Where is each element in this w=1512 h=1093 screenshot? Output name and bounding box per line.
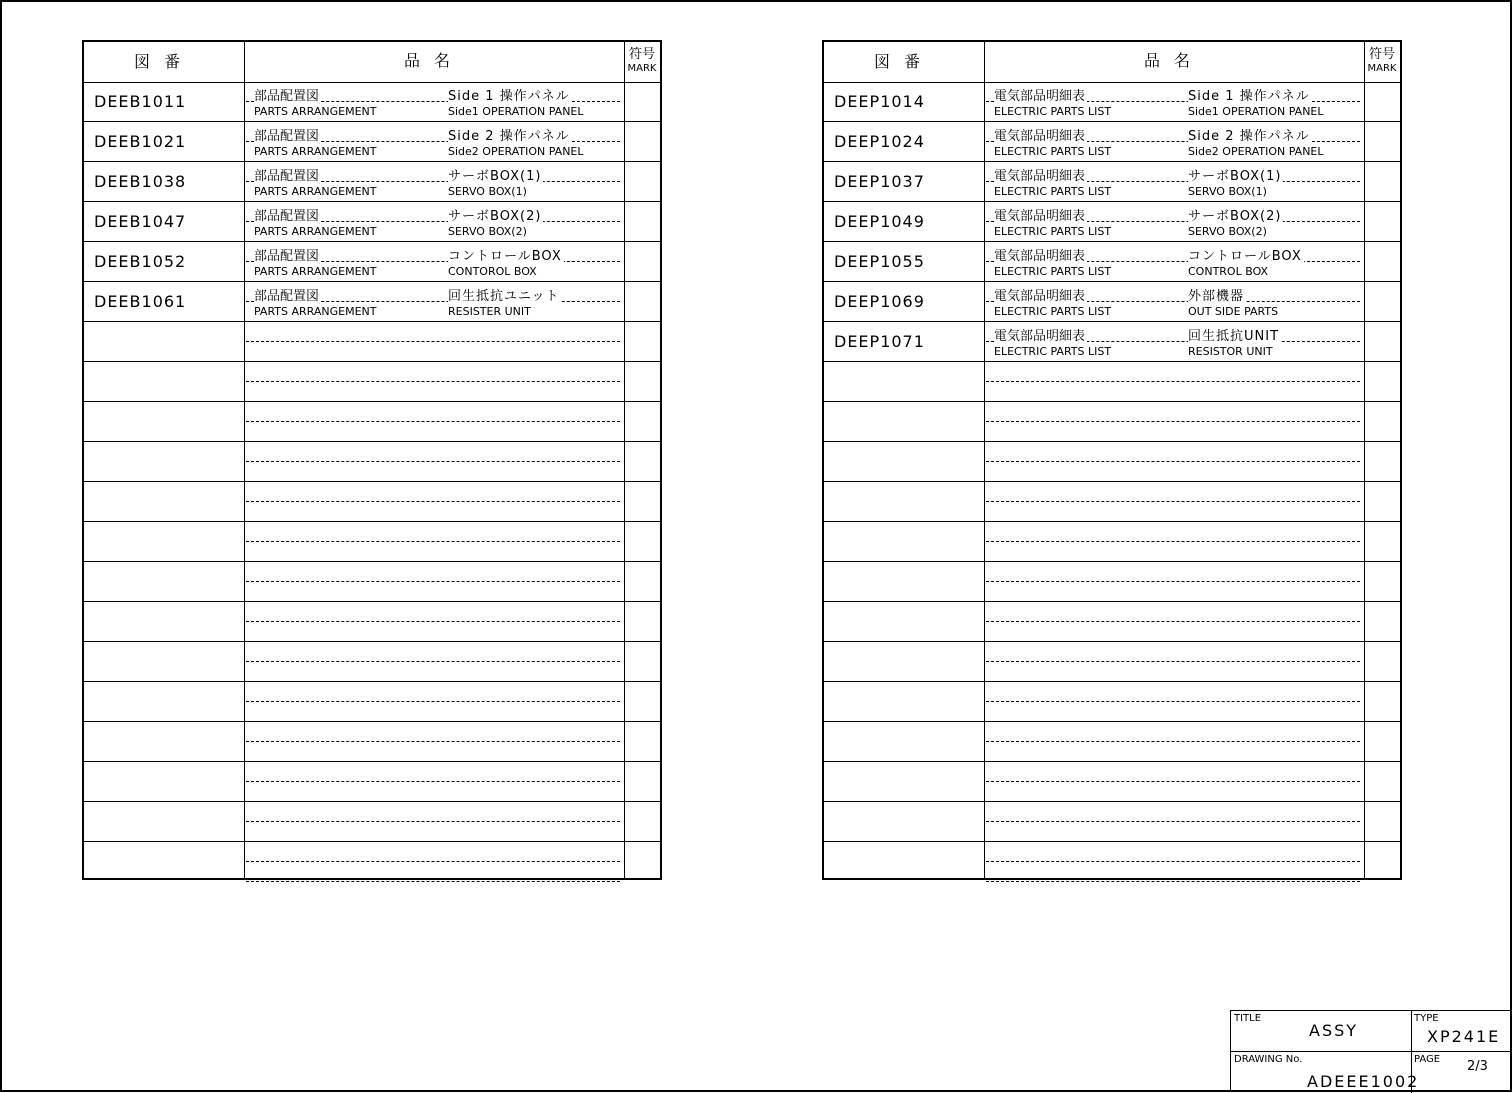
dashed-guide-line — [246, 661, 620, 662]
part-type-jp: 電気部品明細表 — [994, 125, 1087, 144]
header-mark-en: MARK — [627, 63, 657, 74]
part-name-en: OUT SIDE PARTS — [1188, 305, 1279, 318]
table-row — [824, 362, 1400, 402]
header-mark-jp: 符号 — [1368, 47, 1395, 62]
part-name-en: Side2 OPERATION PANEL — [448, 145, 584, 158]
dashed-guide-line — [246, 381, 620, 382]
drawing-number: DEEP1069 — [834, 292, 925, 311]
part-type-en: PARTS ARRANGEMENT — [254, 305, 377, 318]
part-name-en: Side1 OPERATION PANEL — [448, 105, 584, 118]
dashed-guide-line — [246, 881, 620, 882]
part-type-jp: 部品配置図 — [254, 245, 321, 264]
part-name-en: SERVO BOX(2) — [1188, 225, 1267, 238]
dashed-guide-line — [246, 461, 620, 462]
part-name-en: RESISTER UNIT — [448, 305, 531, 318]
dashed-guide-line — [986, 881, 1360, 882]
table-row — [84, 722, 660, 762]
table-header — [824, 42, 1400, 83]
page-label: PAGE — [1414, 1054, 1441, 1065]
page-value: 2/3 — [1467, 1059, 1488, 1074]
part-type-jp: 部品配置図 — [254, 85, 321, 104]
table-row — [84, 242, 660, 282]
table-row — [824, 562, 1400, 602]
dashed-guide-line — [246, 501, 620, 502]
part-type-jp: 電気部品明細表 — [994, 285, 1087, 304]
table-header — [84, 42, 660, 83]
table-row — [824, 122, 1400, 162]
header-part-name: 品名 — [1143, 51, 1204, 70]
dashed-guide-line — [246, 541, 620, 542]
table-row — [824, 602, 1400, 642]
table-row — [84, 482, 660, 522]
title-block-divider — [1231, 1051, 1512, 1052]
table-row — [84, 322, 660, 362]
drawing-number: DEEP1049 — [834, 212, 925, 231]
dashed-guide-line — [986, 581, 1360, 582]
part-name-en: SERVO BOX(1) — [448, 185, 527, 198]
type-value: XP241E — [1427, 1027, 1501, 1046]
part-type-en: ELECTRIC PARTS LIST — [994, 305, 1112, 318]
part-type-en: ELECTRIC PARTS LIST — [994, 185, 1112, 198]
header-mark — [1364, 42, 1400, 82]
drawing-number: DEEP1037 — [834, 172, 925, 191]
dashed-guide-line — [986, 661, 1360, 662]
dashed-guide-line — [986, 501, 1360, 502]
table-body — [84, 82, 660, 882]
part-type-jp: 電気部品明細表 — [994, 325, 1087, 344]
header-mark-jp: 符号 — [628, 47, 655, 62]
table-row — [84, 522, 660, 562]
part-type-en: PARTS ARRANGEMENT — [254, 185, 377, 198]
part-name-en: CONTROL BOX — [1188, 265, 1269, 278]
dashed-guide-line — [986, 781, 1360, 782]
drawing-number: DEEB1052 — [94, 252, 187, 271]
drawing-number: DEEP1024 — [834, 132, 925, 151]
part-type-jp: 電気部品明細表 — [994, 85, 1087, 104]
table-row — [84, 162, 660, 202]
dashed-guide-line — [246, 821, 620, 822]
header-drawing-number: 図番 — [873, 52, 934, 71]
part-type-jp: 電気部品明細表 — [994, 205, 1087, 224]
header-mark-en: MARK — [1367, 63, 1397, 74]
drawing-number-label: DRAWING No. — [1234, 1054, 1303, 1065]
title-label: TITLE — [1234, 1013, 1262, 1024]
table-row — [824, 642, 1400, 682]
part-name-jp: Side 2 操作パネル — [1188, 125, 1312, 144]
table-row — [84, 642, 660, 682]
table-row — [84, 202, 660, 242]
dashed-guide-line — [986, 461, 1360, 462]
table-row — [824, 682, 1400, 722]
dashed-guide-line — [246, 421, 620, 422]
part-type-en: ELECTRIC PARTS LIST — [994, 265, 1112, 278]
part-name-jp: サーボBOX(1) — [1188, 165, 1283, 184]
part-name-jp: 回生抵抗UNIT — [1188, 325, 1281, 344]
table-row — [824, 82, 1400, 122]
table-row — [824, 522, 1400, 562]
part-name-jp: サーボBOX(2) — [448, 205, 543, 224]
dashed-guide-line — [986, 741, 1360, 742]
drawing-number: DEEP1014 — [834, 92, 925, 111]
part-type-en: PARTS ARRANGEMENT — [254, 265, 377, 278]
table-row — [824, 202, 1400, 242]
table-row — [84, 282, 660, 322]
title-value: ASSY — [1309, 1021, 1359, 1040]
part-type-en: PARTS ARRANGEMENT — [254, 145, 377, 158]
table-row — [84, 602, 660, 642]
table-row — [84, 82, 660, 122]
part-type-en: PARTS ARRANGEMENT — [254, 105, 377, 118]
part-type-jp: 部品配置図 — [254, 285, 321, 304]
table-row — [824, 842, 1400, 882]
dashed-guide-line — [246, 621, 620, 622]
dashed-guide-line — [246, 741, 620, 742]
part-type-en: ELECTRIC PARTS LIST — [994, 345, 1112, 358]
table-row — [84, 562, 660, 602]
dashed-guide-line — [246, 781, 620, 782]
table-row — [824, 322, 1400, 362]
drawing-number: DEEB1061 — [94, 292, 187, 311]
table-row — [84, 802, 660, 842]
drawing-number: DEEB1038 — [94, 172, 187, 191]
part-name-jp: 外部機器 — [1188, 285, 1246, 304]
table-row — [84, 842, 660, 882]
part-name-jp: サーボBOX(1) — [448, 165, 543, 184]
table-row — [824, 162, 1400, 202]
drawing-number: DEEB1011 — [94, 92, 187, 111]
header-part-name: 品名 — [403, 51, 464, 70]
dashed-guide-line — [246, 581, 620, 582]
part-name-jp: サーボBOX(2) — [1188, 205, 1283, 224]
parts-arrangement-table — [82, 40, 662, 880]
part-type-jp: 電気部品明細表 — [994, 245, 1087, 264]
table-row — [84, 442, 660, 482]
drawing-number: DEEB1047 — [94, 212, 187, 231]
drawing-number-value: ADEEE1002 — [1307, 1072, 1420, 1091]
part-type-jp: 部品配置図 — [254, 125, 321, 144]
part-name-en: SERVO BOX(2) — [448, 225, 527, 238]
part-name-en: RESISTOR UNIT — [1188, 345, 1273, 358]
dashed-guide-line — [986, 621, 1360, 622]
header-mark — [624, 42, 660, 82]
type-label: TYPE — [1414, 1013, 1439, 1024]
part-type-jp: 電気部品明細表 — [994, 165, 1087, 184]
header-drawing-number: 図番 — [133, 52, 194, 71]
part-name-jp: コントロールBOX — [1188, 245, 1304, 264]
dashed-guide-line — [986, 541, 1360, 542]
table-body — [824, 82, 1400, 882]
electric-parts-list-table — [822, 40, 1402, 880]
dashed-guide-line — [246, 701, 620, 702]
part-type-jp: 部品配置図 — [254, 165, 321, 184]
part-type-en: ELECTRIC PARTS LIST — [994, 105, 1112, 118]
part-name-jp: Side 1 操作パネル — [1188, 85, 1312, 104]
table-row — [84, 122, 660, 162]
table-row — [824, 722, 1400, 762]
part-name-en: Side1 OPERATION PANEL — [1188, 105, 1324, 118]
dashed-guide-line — [986, 861, 1360, 862]
part-name-jp: コントロールBOX — [448, 245, 564, 264]
part-name-en: SERVO BOX(1) — [1188, 185, 1267, 198]
drawing-number: DEEP1055 — [834, 252, 925, 271]
table-row — [824, 282, 1400, 322]
table-row — [824, 762, 1400, 802]
part-type-en: PARTS ARRANGEMENT — [254, 225, 377, 238]
table-row — [824, 802, 1400, 842]
dashed-guide-line — [986, 701, 1360, 702]
dashed-guide-line — [246, 341, 620, 342]
drawing-number: DEEB1021 — [94, 132, 187, 151]
part-name-en: Side2 OPERATION PANEL — [1188, 145, 1324, 158]
part-name-jp: 回生抵抗ユニット — [448, 285, 561, 304]
part-type-jp: 部品配置図 — [254, 205, 321, 224]
part-name-en: CONTOROL BOX — [448, 265, 537, 278]
table-row — [84, 682, 660, 722]
table-row — [824, 402, 1400, 442]
dashed-guide-line — [246, 861, 620, 862]
table-row — [824, 482, 1400, 522]
table-row — [824, 442, 1400, 482]
table-row — [84, 362, 660, 402]
dashed-guide-line — [986, 381, 1360, 382]
table-row — [824, 242, 1400, 282]
part-type-en: ELECTRIC PARTS LIST — [994, 225, 1112, 238]
drawing-number: DEEP1071 — [834, 332, 925, 351]
table-row — [84, 402, 660, 442]
part-name-jp: Side 1 操作パネル — [448, 85, 572, 104]
part-type-en: ELECTRIC PARTS LIST — [994, 145, 1112, 158]
table-row — [84, 762, 660, 802]
part-name-jp: Side 2 操作パネル — [448, 125, 572, 144]
dashed-guide-line — [986, 821, 1360, 822]
dashed-guide-line — [986, 421, 1360, 422]
title-block — [1230, 1010, 1512, 1092]
